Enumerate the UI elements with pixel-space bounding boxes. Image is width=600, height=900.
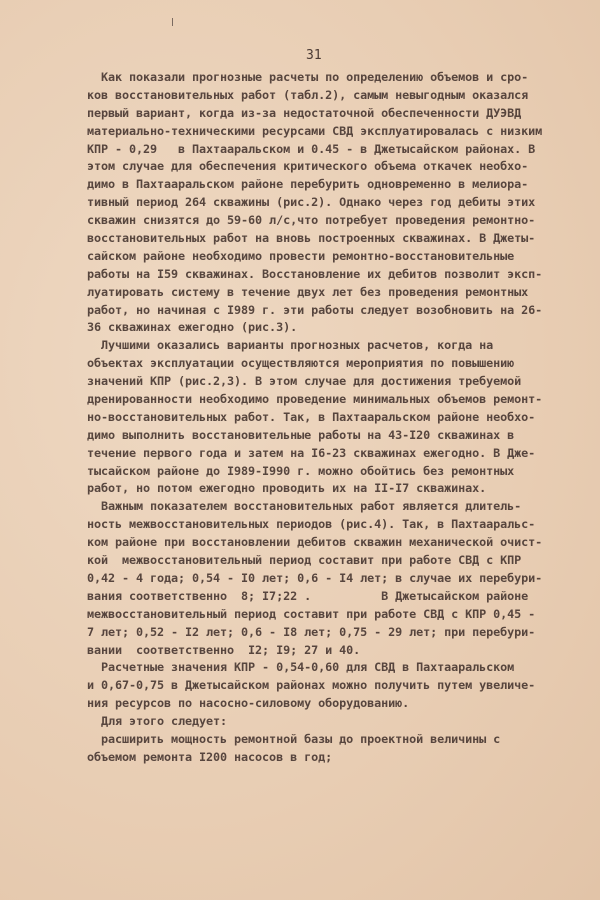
page-number: 31 — [306, 48, 322, 63]
text-line: работы на I59 скважинах. Восстановление их дебитов позволит эксп- — [87, 266, 543, 281]
text-line: материально-техническими ресурсами СВД эксплуатировалась с низким — [87, 123, 543, 138]
text-line: ков восстановительных работ (табл.2), самым невыгодным оказался — [87, 87, 529, 102]
text-line: димо в Пахтааральском районе перебурить одновременно в мелиора- — [87, 177, 529, 192]
text-line: объемом ремонта I200 насосов в год; — [87, 749, 333, 764]
text-line: дренированности необходимо проведение минимальных объемов ремонт- — [87, 392, 543, 407]
text-line: 0,42 - 4 года; 0,54 - I0 лет; 0,6 - I4 лет; в случае их перебури- — [87, 570, 543, 585]
text-line: луатировать систему в течение двух лет без проведения ремонтных — [87, 284, 529, 299]
text-line: димо выполнить восстановительные работы на 43-I20 скважинах в — [87, 427, 515, 442]
text-line: КПР - 0,29 в Пахтааральском и 0.45 - в Джетысайском районах. В — [87, 141, 536, 156]
text-line: работ, но начиная с I989 г. эти работы следует возобновить на 26- — [87, 302, 543, 317]
text-line: восстановительных работ на вновь построенных скважинах. В Джеты- — [87, 231, 536, 246]
text-line: Для этого следует: — [87, 714, 228, 729]
text-line: 36 скважинах ежегодно (рис.3). — [87, 320, 298, 335]
text-line: 7 лет; 0,52 - I2 лет; 0,6 - I8 лет; 0,75 - 29 лет; при перебури- — [87, 624, 536, 639]
text-line: кой межвосстановительный период составит при работе СВД с КПР — [87, 553, 522, 568]
text-line: Важным показателем восстановительных работ является длитель- — [87, 499, 522, 514]
text-line: но-восстановительных работ. Так, в Пахтааральском районе необхо- — [87, 409, 536, 424]
text-line: ком районе при восстановлении дебитов скважин механической очист- — [87, 535, 543, 550]
scan-mark — [172, 18, 173, 26]
text-line: значений КПР (рис.2,3). В этом случае для достижения требуемой — [87, 374, 522, 389]
text-line: течение первого года и затем на I6-23 скважинах ежегодно. В Дже- — [87, 445, 536, 460]
text-line: Лучшими оказались варианты прогнозных расчетов, когда на — [87, 338, 494, 353]
text-line: Расчетные значения КПР - 0,54-0,60 для СВД в Пахтааральском — [87, 660, 515, 675]
text-line: расширить мощность ремонтной базы до проектной величины с — [87, 731, 501, 746]
text-line: вании соответственно I2; I9; 27 и 40. — [87, 642, 361, 657]
text-line: объектах эксплуатации осуществляются мероприятия по повышению — [87, 356, 515, 371]
text-line: Как показали прогнозные расчеты по определению объемов и сро- — [87, 70, 529, 84]
text-line: этом случае для обеспечения критического объема откачек необхо- — [87, 159, 529, 174]
text-line: вания соответственно 8; I7;22 . В Джетысайском районе — [87, 588, 529, 603]
text-line: скважин снизятся до 59-60 л/с,что потребует проведения ремонтно- — [87, 213, 536, 228]
text-line: межвосстановительный период составит при работе СВД с КПР 0,45 - — [87, 606, 536, 621]
text-line: и 0,67-0,75 в Джетысайском районах можно получить путем увеличе- — [87, 678, 536, 693]
body-text — [87, 69, 547, 767]
text-line: сайском районе необходимо провести ремонтно-восстановительные — [87, 248, 515, 263]
text-line: первый вариант, когда из-за недостаточной обеспеченности ДУЭВД — [87, 105, 522, 120]
text-line: тивный период 264 скважины (рис.2). Однако через год дебиты этих — [87, 195, 536, 210]
text-line: ность межвосстановительных периодов (рис.4). Так, в Пахтааральс- — [87, 517, 536, 532]
text-line: работ, но потом ежегодно проводить их на II-I7 скважинах. — [87, 481, 487, 496]
text-line: тысайском районе до I989-I990 г. можно обойтись без ремонтных — [87, 463, 515, 478]
text-line: ния ресурсов по насосно-силовому оборудованию. — [87, 696, 410, 711]
